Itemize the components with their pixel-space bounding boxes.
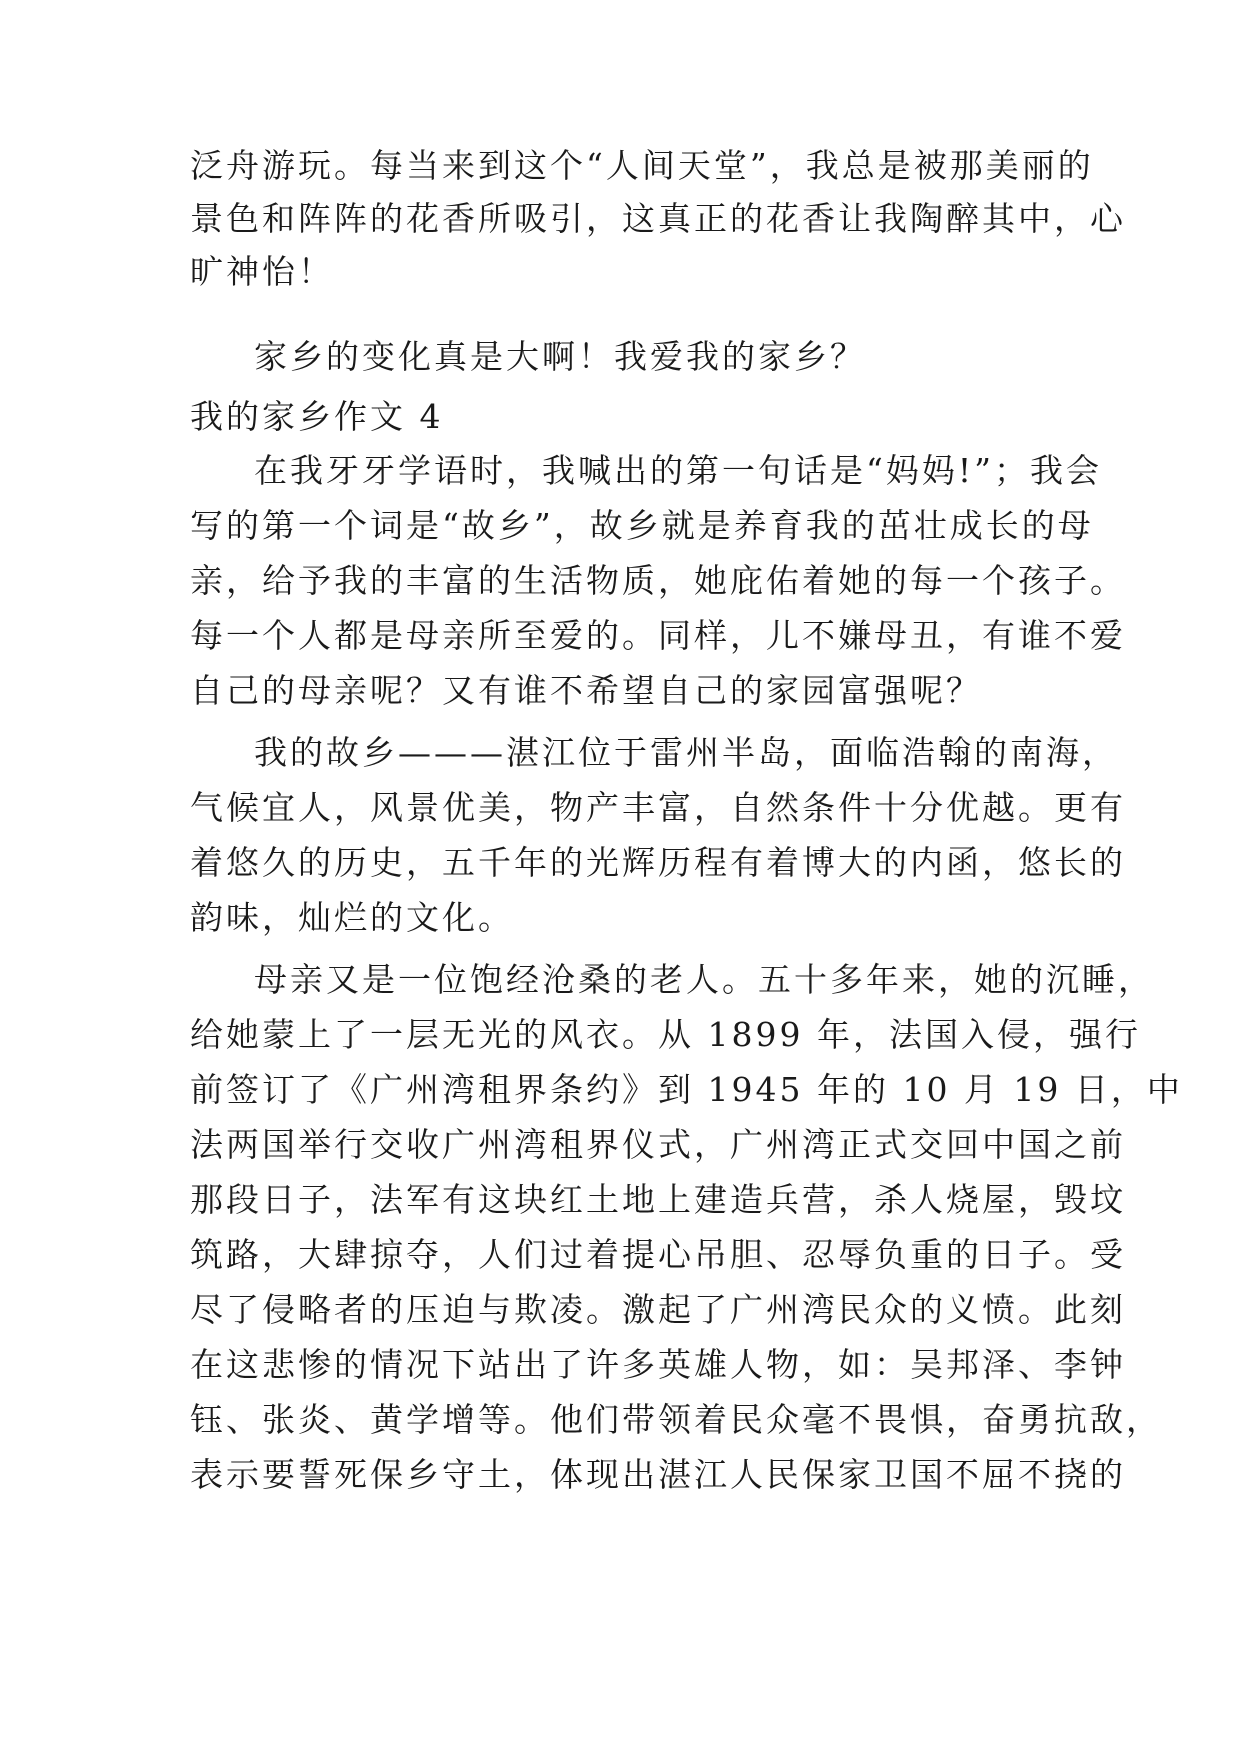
section-heading: 我的家乡作文 4 [190, 397, 444, 436]
text-line: 钰、张炎、黄学增等。他们带领着民众毫不畏惧，奋勇抗敌， [190, 1400, 1162, 1439]
text-line: 旷神怡！ [190, 252, 334, 291]
text-line: 法两国举行交收广州湾租界仪式，广州湾正式交回中国之前 [190, 1125, 1126, 1164]
text-line: 韵味，灿烂的文化。 [190, 898, 514, 937]
text-line: 家乡的变化真是大啊！我爱我的家乡？ [254, 337, 866, 376]
text-line: 在这悲惨的情况下站出了许多英雄人物，如：吴邦泽、李钟 [190, 1345, 1126, 1384]
text-line: 气候宜人，风景优美，物产丰富，自然条件十分优越。更有 [190, 788, 1126, 827]
text-line: 母亲又是一位饱经沧桑的老人。五十多年来，她的沉睡， [254, 960, 1154, 999]
text-line: 每一个人都是母亲所至爱的。同样，儿不嫌母丑，有谁不爱 [190, 616, 1126, 655]
text-line: 我的故乡———湛江位于雷州半岛，面临浩翰的南海， [254, 733, 1118, 772]
text-line: 着悠久的历史，五千年的光辉历程有着博大的内函，悠长的 [190, 843, 1126, 882]
text-line: 筑路，大肆掠夺，人们过着提心吊胆、忍辱负重的日子。受 [190, 1235, 1126, 1274]
text-line: 那段日子，法军有这块红土地上建造兵营，杀人烧屋，毁坟 [190, 1180, 1126, 1219]
text-line: 泛舟游玩。每当来到这个“人间天堂”，我总是被那美丽的 [190, 146, 1094, 185]
text-line: 表示要誓死保乡守土，体现出湛江人民保家卫国不屈不挠的 [190, 1455, 1126, 1494]
text-line: 前签订了《广州湾租界条约》到 1945 年的 10 月 19 日，中 [190, 1070, 1183, 1109]
text-line: 自己的母亲呢？又有谁不希望自己的家园富强呢？ [190, 671, 982, 710]
text-line: 亲，给予我的丰富的生活物质，她庇佑着她的每一个孩子。 [190, 561, 1126, 600]
text-line: 尽了侵略者的压迫与欺凌。激起了广州湾民众的义愤。此刻 [190, 1290, 1126, 1329]
text-line: 景色和阵阵的花香所吸引，这真正的花香让我陶醉其中，心 [190, 199, 1126, 238]
text-line: 在我牙牙学语时，我喊出的第一句话是“妈妈!”；我会 [254, 451, 1103, 490]
text-line: 写的第一个词是“故乡”，故乡就是养育我的茁壮成长的母 [190, 506, 1094, 545]
text-line: 给她蒙上了一层无光的风衣。从 1899 年，法国入侵，强行 [190, 1015, 1141, 1054]
